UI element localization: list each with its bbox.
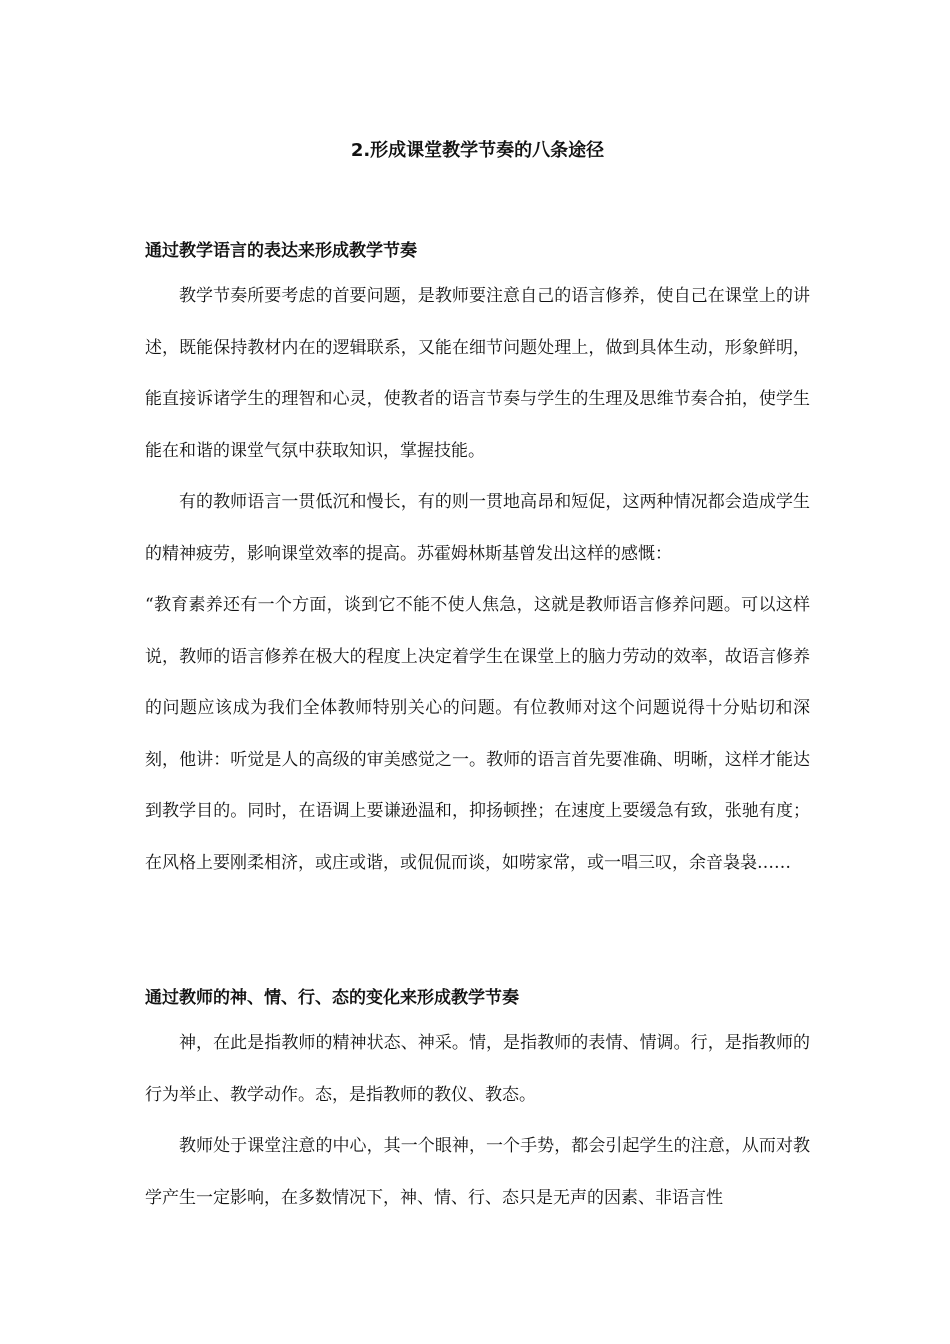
body-paragraph: 教学节奏所要考虑的首要问题，是教师要注意自己的语言修养，使自己在课堂上的讲述，既能保持教材内在的逻辑联系，又能在细节问题处理上，做到具体生动，形象鲜明，能直接诉诸学生的理智和心灵，使教者的语言节奏与学生的生理及思维节奏合拍，使学生能在和谐的课堂气氛中获取知识，掌握技能。 — [145, 286, 810, 461]
body-paragraph: 有的教师语言一贯低沉和慢长，有的则一贯地高昂和短促，这两种情况都会造成学生的精神疲劳，影响课堂效率的提高。苏霍姆林斯基曾发出这样的感慨： — [145, 492, 810, 564]
section-teacher-demeanor — [145, 983, 810, 1224]
section-heading: 通过教学语言的表达来形成教学节奏 — [145, 241, 417, 261]
section-heading: 通过教师的神、情、行、态的变化来形成教学节奏 — [145, 988, 519, 1008]
body-paragraph: 教师处于课堂注意的中心，其一个眼神，一个手势，都会引起学生的注意，从而对教学产生一定影响，在多数情况下，神、情、行、态只是无声的因素、非语言性 — [145, 1136, 810, 1208]
quote-paragraph: “教育素养还有一个方面，谈到它不能不使人焦急，这就是教师语言修养问题。可以这样说，教师的语言修养在极大的程度上决定着学生在课堂上的脑力劳动的效率，故语言修养的问题应该成为我们全体教师特别关心的问题。有位教师对这个问题说得十分贴切和深刻，他讲：听觉是人的高级的审美感觉之一。教师的语言首先要准确、明晰，这样才能达到教学目的。同时，在语调上要谦逊温和，抑扬顿挫；在速度上要缓急有致，张驰有度；在风格上要刚柔相济，或庄或谐，或侃侃而谈，如唠家常，或一唱三叹，余音袅袅…… — [145, 595, 810, 873]
section-teaching-language — [145, 236, 810, 889]
document-title: 2.形成课堂教学节奏的八条途径 — [350, 140, 605, 161]
body-paragraph: 神，在此是指教师的精神状态、神采。情，是指教师的表情、情调。行，是指教师的行为举止、教学动作。态，是指教师的教仪、教态。 — [145, 1033, 810, 1105]
